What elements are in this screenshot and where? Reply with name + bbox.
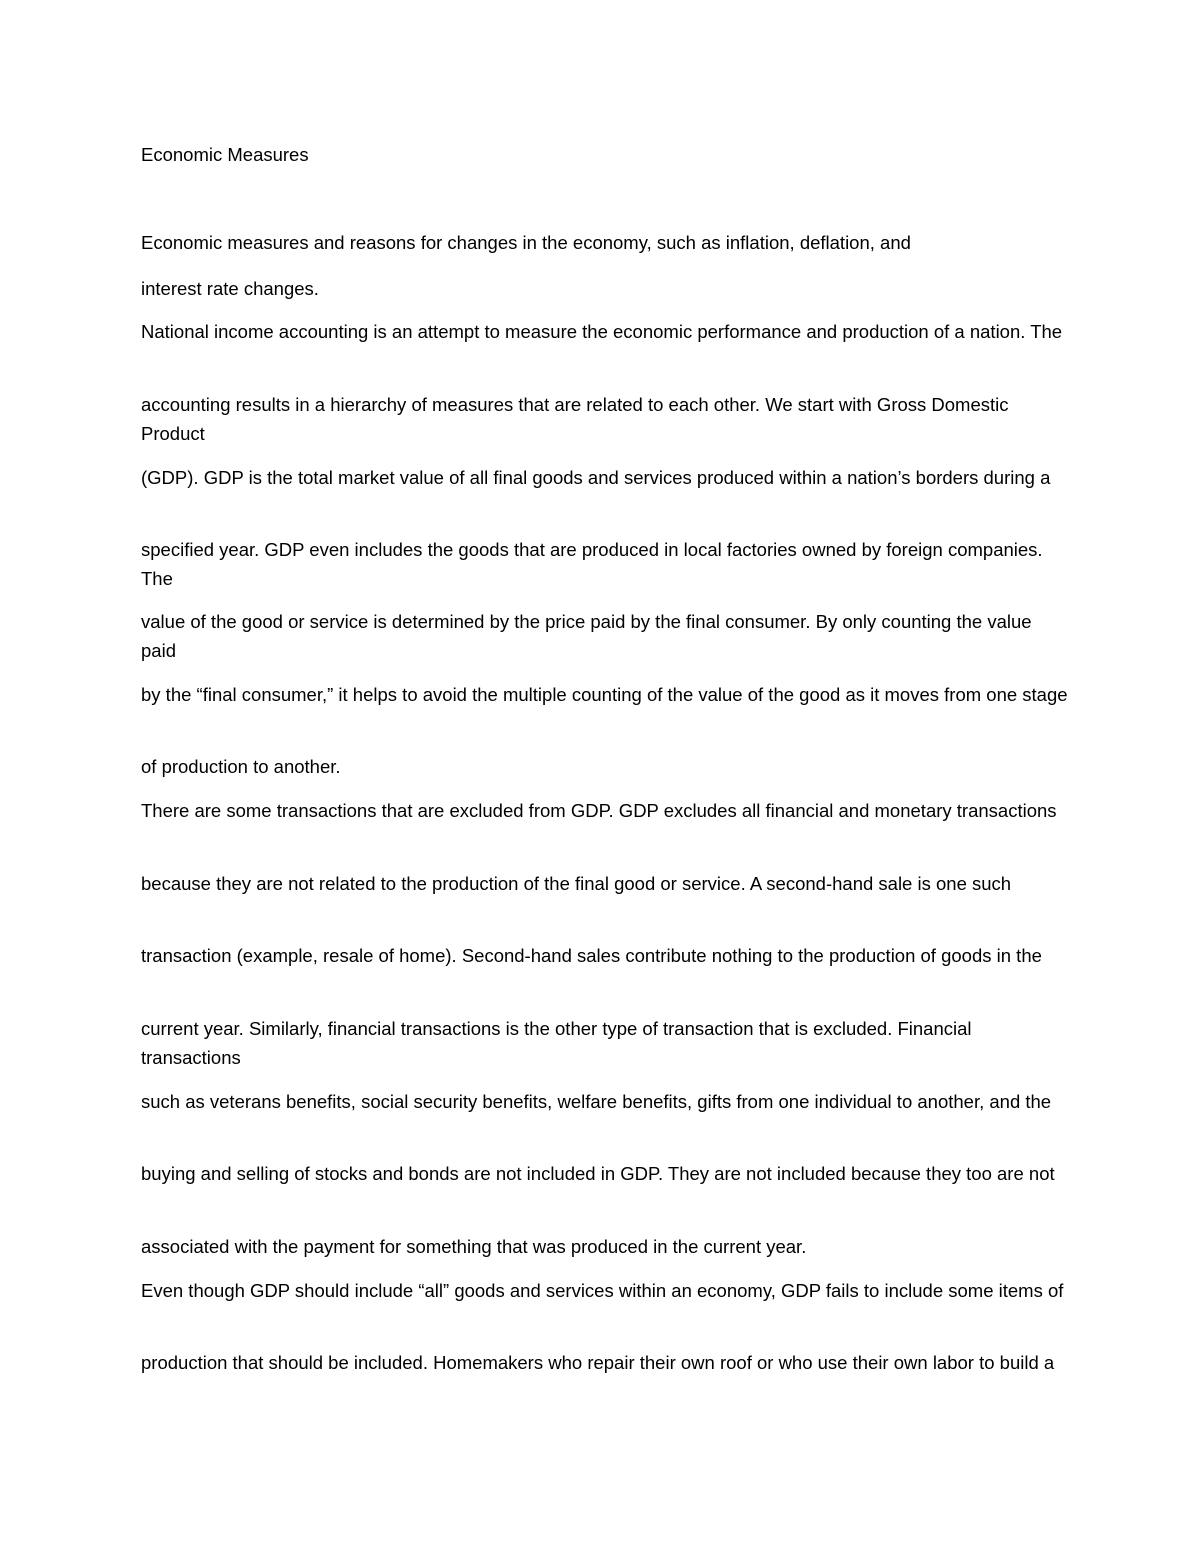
- paragraph: production that should be included. Homemakers who repair their own roof or who use their own labor to build a: [141, 1352, 1055, 1373]
- paragraph: (GDP). GDP is the total market value of all final goods and services produced within a nation’s borders during a: [141, 467, 1051, 488]
- paragraph: such as veterans benefits, social security benefits, welfare benefits, gifts from one individual to another, and the: [141, 1091, 1052, 1112]
- paragraph: transaction (example, resale of home). Second-hand sales contribute nothing to the production of goods in the: [141, 945, 1042, 966]
- paragraph: value of the good or service is determined by the price paid by the final consumer. By only counting the value paid: [141, 611, 1032, 661]
- paragraph: National income accounting is an attempt to measure the economic performance and production of a nation. The: [141, 321, 1063, 342]
- paragraph: Even though GDP should include “all” goods and services within an economy, GDP fails to include some items of: [141, 1280, 1064, 1301]
- paragraph: buying and selling of stocks and bonds are not included in GDP. They are not included because they too are not: [141, 1163, 1055, 1184]
- paragraph: There are some transactions that are excluded from GDP. GDP excludes all financial and monetary transactions: [141, 800, 1057, 821]
- paragraph: Economic measures and reasons for changes in the economy, such as inflation, deflation, and: [141, 232, 911, 253]
- paragraph: by the “final consumer,” it helps to avoid the multiple counting of the value of the good as it moves from one stage: [141, 684, 1068, 705]
- paragraph: specified year. GDP even includes the goods that are produced in local factories owned by foreign companies. The: [141, 539, 1043, 589]
- paragraph: accounting results in a hierarchy of measures that are related to each other. We start with Gross Domestic Product: [141, 394, 1009, 444]
- paragraph: interest rate changes.: [141, 278, 319, 299]
- paragraph: because they are not related to the production of the final good or service. A second-hand sale is one such: [141, 873, 1012, 894]
- paragraph: of production to another.: [141, 756, 341, 777]
- paragraph: current year. Similarly, financial transactions is the other type of transaction that is excluded. Financial transactions: [141, 1018, 972, 1068]
- document-title: Economic Measures: [141, 144, 309, 165]
- paragraph: associated with the payment for something that was produced in the current year.: [141, 1236, 807, 1257]
